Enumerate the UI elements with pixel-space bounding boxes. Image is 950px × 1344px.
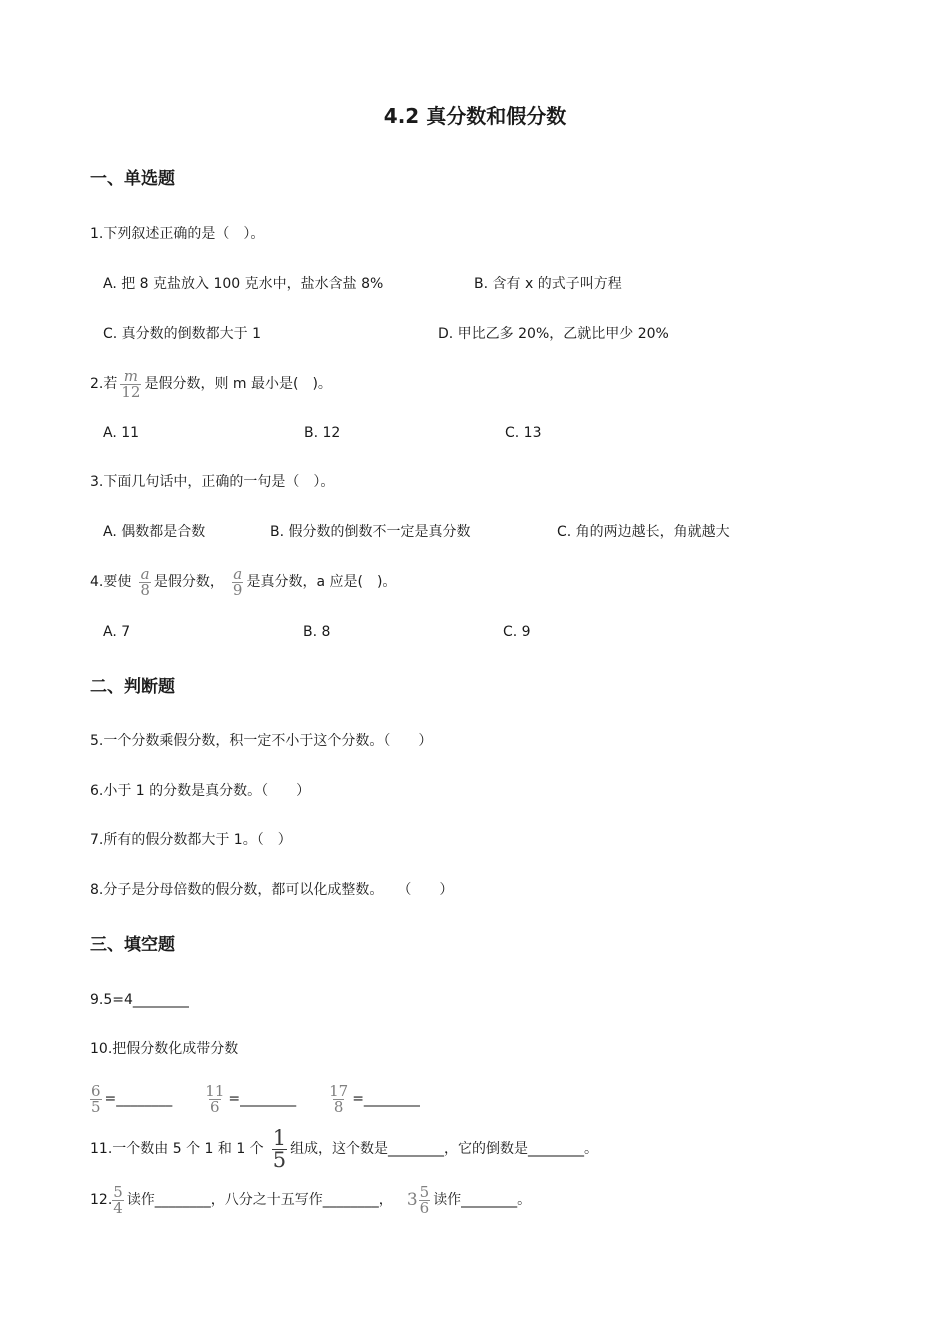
fraction-denominator: 6: [210, 1097, 220, 1116]
q11-prefix: 11.一个数由 5 个 1 和 1 个: [90, 1141, 264, 1157]
question-6: 6.小于 1 的分数是真分数。（ ）: [90, 783, 311, 799]
question-8: 8.分子是分母倍数的假分数，都可以化成整数。 （ ）: [90, 882, 454, 898]
fraction-numerator: 5: [419, 1182, 430, 1201]
q2-suffix: 是假分数，则 m 最小是( )。: [144, 376, 332, 392]
question-9: 9.5=4________: [90, 992, 189, 1008]
fraction-denominator: 6: [419, 1198, 430, 1217]
fraction-6-over-5: [90, 1081, 102, 1116]
fraction-numerator: 1: [272, 1125, 287, 1150]
fraction-denominator: 8: [333, 1097, 344, 1116]
fraction-denominator: 5: [91, 1097, 101, 1116]
fraction-denominator: 5: [272, 1147, 287, 1172]
fraction-1-over-5: [272, 1125, 287, 1172]
fraction-numerator: a: [140, 564, 150, 583]
question-3: 3.下面几句话中，正确的一句是（ ）。: [90, 474, 335, 490]
question-7: 7.所有的假分数都大于 1。（ ）: [90, 832, 292, 848]
q3-option-b: B. 假分数的倒数不一定是真分数: [270, 524, 471, 540]
fraction-11-over-6: [204, 1081, 225, 1116]
section-heading-fill-in: 三、填空题: [90, 935, 175, 955]
question-4: [90, 564, 396, 600]
fraction-denominator: 8: [140, 580, 150, 599]
q1-option-b: B. 含有 x 的式子叫方程: [474, 276, 622, 292]
q4-option-b: B. 8: [303, 624, 331, 640]
q12-middle: 读作________，八分之十五写作________，: [126, 1192, 393, 1208]
q2-option-a: A. 11: [103, 425, 140, 441]
q12-suffix: 读作________。: [433, 1192, 532, 1208]
question-2: [90, 366, 332, 402]
q4-prefix: 4.要使: [90, 574, 132, 590]
question-5: 5.一个分数乘假分数，积一定不小于这个分数。（ ）: [90, 733, 433, 749]
q4-middle: 是假分数，: [153, 574, 224, 590]
q4-option-a: A. 7: [103, 624, 131, 640]
fraction-numerator: 5: [113, 1182, 123, 1201]
q11-suffix: 组成，这个数是________，它的倒数是________。: [290, 1141, 599, 1157]
fraction-5-over-6: [419, 1182, 431, 1217]
q2-option-b: B. 12: [304, 425, 341, 441]
question-11: [90, 1124, 598, 1174]
fraction-a-over-9: [232, 564, 244, 599]
q1-option-a: A. 把 8 克盐放入 100 克水中，盐水含盐 8%: [103, 276, 384, 292]
fraction-a-over-8: [139, 564, 151, 599]
answer-blank: =________: [104, 1091, 173, 1107]
q10-fraction-row: [90, 1080, 420, 1118]
q2-option-c: C. 13: [505, 425, 542, 441]
q1-option-d: D. 甲比乙多 20%，乙就比甲少 20%: [438, 326, 669, 342]
q3-option-c: C. 角的两边越长，角就越大: [557, 524, 730, 540]
fraction-17-over-8: [328, 1081, 349, 1116]
fraction-numerator: 6: [91, 1081, 101, 1100]
fraction-denominator: 12: [121, 382, 141, 401]
section-heading-single-choice: 一、单选题: [90, 169, 175, 189]
fraction-numerator: a: [233, 564, 243, 583]
section-heading-true-false: 二、判断题: [90, 677, 175, 697]
answer-blank: =________: [352, 1091, 420, 1107]
q2-prefix: 2.若: [90, 376, 118, 392]
mixed-whole: 3: [406, 1190, 418, 1210]
fraction-denominator: 4: [113, 1198, 123, 1217]
fraction-5-over-4: [112, 1182, 124, 1217]
answer-blank: =________: [228, 1091, 297, 1107]
question-1: 1.下列叙述正确的是（ ）。: [90, 226, 265, 242]
mixed-number-3-5-6: [406, 1182, 433, 1217]
fraction-denominator: 9: [232, 580, 243, 599]
page-title: 4.2 真分数和假分数: [383, 104, 567, 128]
q3-option-a: A. 偶数都是合数: [103, 524, 206, 540]
question-10: 10.把假分数化成带分数: [90, 1041, 239, 1057]
fraction-m-over-12: [120, 366, 141, 401]
fraction-numerator: m: [123, 366, 139, 385]
q1-option-c: C. 真分数的倒数都大于 1: [103, 326, 262, 342]
q4-option-c: C. 9: [503, 624, 531, 640]
q12-prefix: 12.: [90, 1192, 113, 1208]
question-12: [90, 1180, 531, 1220]
fraction-numerator: 11: [205, 1081, 225, 1100]
q4-suffix: 是真分数，a 应是( )。: [246, 574, 397, 590]
fraction-numerator: 17: [329, 1081, 349, 1100]
